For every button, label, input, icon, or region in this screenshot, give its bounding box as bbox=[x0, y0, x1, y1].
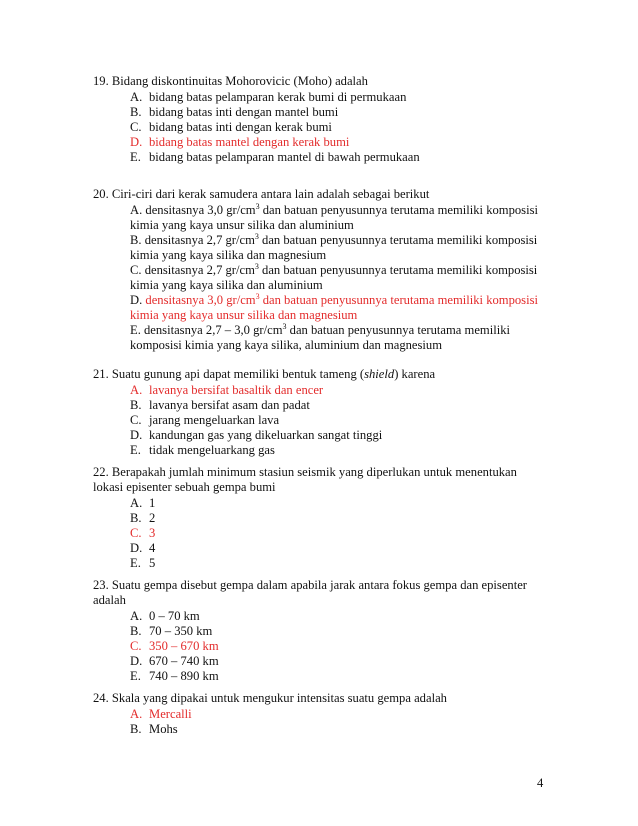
option-22c-answer bbox=[130, 526, 155, 541]
option-19b bbox=[130, 105, 338, 120]
option-text: bidang batas inti dengan kerak bumi bbox=[149, 120, 332, 134]
option-text: kandungan gas yang dikeluarkan sangat tinggi bbox=[149, 428, 383, 442]
option-21a-answer bbox=[130, 383, 323, 398]
option-23a bbox=[130, 609, 200, 624]
option-key: B. bbox=[130, 722, 142, 736]
option-key: E. bbox=[130, 556, 141, 570]
option-text-cont: kimia yang kaya silika dan aluminium bbox=[130, 278, 323, 292]
option-key: D. bbox=[130, 428, 143, 442]
option-key: A. bbox=[130, 203, 143, 217]
option-text: lavanya bersifat asam dan padat bbox=[149, 398, 310, 412]
option-20e-cont bbox=[130, 338, 442, 353]
question-23 bbox=[93, 578, 527, 593]
question-number: 21. bbox=[93, 367, 109, 381]
option-key: A. bbox=[130, 707, 143, 721]
option-20c bbox=[130, 263, 537, 278]
question-text: Ciri-ciri dari kerak samudera antara lain adalah sebagai berikut bbox=[111, 187, 430, 201]
superscript: 3 bbox=[254, 231, 259, 241]
option-text: 5 bbox=[149, 556, 156, 570]
option-key: A. bbox=[130, 383, 143, 397]
option-20a-cont bbox=[130, 218, 354, 233]
option-key: B. bbox=[130, 233, 142, 247]
option-key: D. bbox=[130, 135, 143, 149]
option-20b-cont bbox=[130, 248, 326, 263]
question-text: Suatu gunung api dapat memiliki bentuk tameng ( bbox=[111, 367, 365, 381]
option-key: D. bbox=[130, 654, 143, 668]
option-text: dan batuan penyusunnya terutama memiliki komposisi bbox=[258, 233, 538, 247]
option-22b bbox=[130, 511, 155, 526]
option-20e bbox=[130, 323, 510, 338]
question-text: Skala yang dipakai untuk mengukur intensitas suatu gempa adalah bbox=[111, 691, 447, 705]
option-text: 1 bbox=[149, 496, 156, 510]
option-text: Mercalli bbox=[149, 707, 192, 721]
option-key: C. bbox=[130, 120, 142, 134]
option-text: bidang batas pelamparan kerak bumi di permukaan bbox=[149, 90, 407, 104]
question-text: ) karena bbox=[394, 367, 436, 381]
question-number: 19. bbox=[93, 74, 109, 88]
option-20c-cont bbox=[130, 278, 323, 293]
option-23d bbox=[130, 654, 219, 669]
option-key: C. bbox=[130, 639, 142, 653]
question-text: Bidang diskontinuitas Mohorovicic (Moho) adalah bbox=[111, 74, 368, 88]
option-text: densitasnya 2,7 gr/cm bbox=[144, 263, 255, 277]
option-text-cont: komposisi kimia yang kaya silika, aluminium dan magnesium bbox=[130, 338, 443, 352]
superscript: 3 bbox=[254, 261, 259, 271]
option-19d-answer bbox=[130, 135, 349, 150]
question-number: 22. bbox=[93, 465, 109, 479]
option-text: dan batuan penyusunnya terutama memiliki komposisi bbox=[258, 263, 538, 277]
superscript: 3 bbox=[255, 201, 260, 211]
superscript: 3 bbox=[282, 321, 287, 331]
question-22 bbox=[93, 465, 517, 480]
option-text: 4 bbox=[149, 541, 156, 555]
option-key: E. bbox=[130, 669, 141, 683]
option-19e bbox=[130, 150, 420, 165]
option-text: dan batuan penyusunnya terutama memiliki bbox=[286, 323, 510, 337]
question-23-cont bbox=[93, 593, 126, 608]
question-text: Berapakah jumlah minimum stasiun seismik yang diperlukan untuk menentukan bbox=[111, 465, 517, 479]
option-text: densitasnya 2,7 – 3,0 gr/cm bbox=[144, 323, 283, 337]
option-key: C. bbox=[130, 413, 142, 427]
option-23e bbox=[130, 669, 219, 684]
option-23c-answer bbox=[130, 639, 219, 654]
option-24a-answer bbox=[130, 707, 192, 722]
option-key: E. bbox=[130, 150, 141, 164]
option-text: jarang mengeluarkan lava bbox=[149, 413, 280, 427]
option-19c bbox=[130, 120, 332, 135]
option-key: B. bbox=[130, 624, 142, 638]
option-text-cont: kimia yang kaya unsur silika dan aluminium bbox=[130, 218, 354, 232]
option-key: A. bbox=[130, 90, 143, 104]
option-key: E. bbox=[130, 443, 141, 457]
option-22d bbox=[130, 541, 155, 556]
option-key: C. bbox=[130, 263, 142, 277]
option-text: bidang batas inti dengan mantel bumi bbox=[149, 105, 339, 119]
option-text: 2 bbox=[149, 511, 156, 525]
option-20b bbox=[130, 233, 537, 248]
option-text: 70 – 350 km bbox=[149, 624, 213, 638]
page-number: 4 bbox=[537, 776, 544, 790]
option-19a bbox=[130, 90, 406, 105]
option-text: 0 – 70 km bbox=[149, 609, 200, 623]
option-22e bbox=[130, 556, 155, 571]
option-text: lavanya bersifat basaltik dan encer bbox=[149, 383, 324, 397]
option-text: densitasnya 2,7 gr/cm bbox=[144, 233, 255, 247]
option-text-cont: kimia yang kaya silika dan magnesium bbox=[130, 248, 327, 262]
option-key: D. bbox=[130, 293, 143, 307]
option-key: B. bbox=[130, 511, 142, 525]
option-text: bidang batas pelamparan mantel di bawah permukaan bbox=[149, 150, 420, 164]
option-text: 740 – 890 km bbox=[149, 669, 219, 683]
question-22-cont bbox=[93, 480, 276, 495]
option-21d bbox=[130, 428, 382, 443]
option-key: C. bbox=[130, 526, 142, 540]
option-key: B. bbox=[130, 105, 142, 119]
option-23b bbox=[130, 624, 212, 639]
option-20d-answer bbox=[130, 293, 538, 308]
option-key: B. bbox=[130, 398, 142, 412]
question-19 bbox=[93, 74, 368, 89]
option-21c bbox=[130, 413, 279, 428]
option-key: A. bbox=[130, 496, 143, 510]
question-24 bbox=[93, 691, 447, 706]
option-text-cont: kimia yang kaya unsur silika dan magnesium bbox=[130, 308, 358, 322]
question-20 bbox=[93, 187, 429, 202]
superscript: 3 bbox=[255, 291, 260, 301]
question-text: Suatu gempa disebut gempa dalam apabila jarak antara fokus gempa dan episenter bbox=[111, 578, 527, 592]
option-key: E. bbox=[130, 323, 141, 337]
question-number: 23. bbox=[93, 578, 109, 592]
question-text-cont: adalah bbox=[93, 593, 126, 607]
question-number: 24. bbox=[93, 691, 109, 705]
question-text-cont: lokasi episenter sebuah gempa bumi bbox=[93, 480, 276, 494]
option-21e bbox=[130, 443, 275, 458]
question-text-italic: shield bbox=[364, 367, 395, 381]
option-text: dan batuan penyusunnya terutama memiliki komposisi bbox=[259, 203, 538, 217]
option-text: 350 – 670 km bbox=[149, 639, 219, 653]
question-number: 20. bbox=[93, 187, 109, 201]
option-20a bbox=[130, 203, 538, 218]
option-text: bidang batas mantel dengan kerak bumi bbox=[149, 135, 350, 149]
option-text: dan batuan penyusunnya terutama memiliki komposisi bbox=[259, 293, 538, 307]
option-22a bbox=[130, 496, 155, 511]
option-text: 670 – 740 km bbox=[149, 654, 219, 668]
option-20d-cont bbox=[130, 308, 357, 323]
option-text: Mohs bbox=[149, 722, 178, 736]
option-key: D. bbox=[130, 541, 143, 555]
option-text: densitasnya 3,0 gr/cm bbox=[145, 293, 256, 307]
option-key: A. bbox=[130, 609, 143, 623]
question-21 bbox=[93, 367, 435, 382]
option-24b bbox=[130, 722, 178, 737]
option-text: densitasnya 3,0 gr/cm bbox=[145, 203, 256, 217]
option-21b bbox=[130, 398, 310, 413]
option-text: tidak mengeluarkang gas bbox=[149, 443, 275, 457]
option-text: 3 bbox=[149, 526, 156, 540]
